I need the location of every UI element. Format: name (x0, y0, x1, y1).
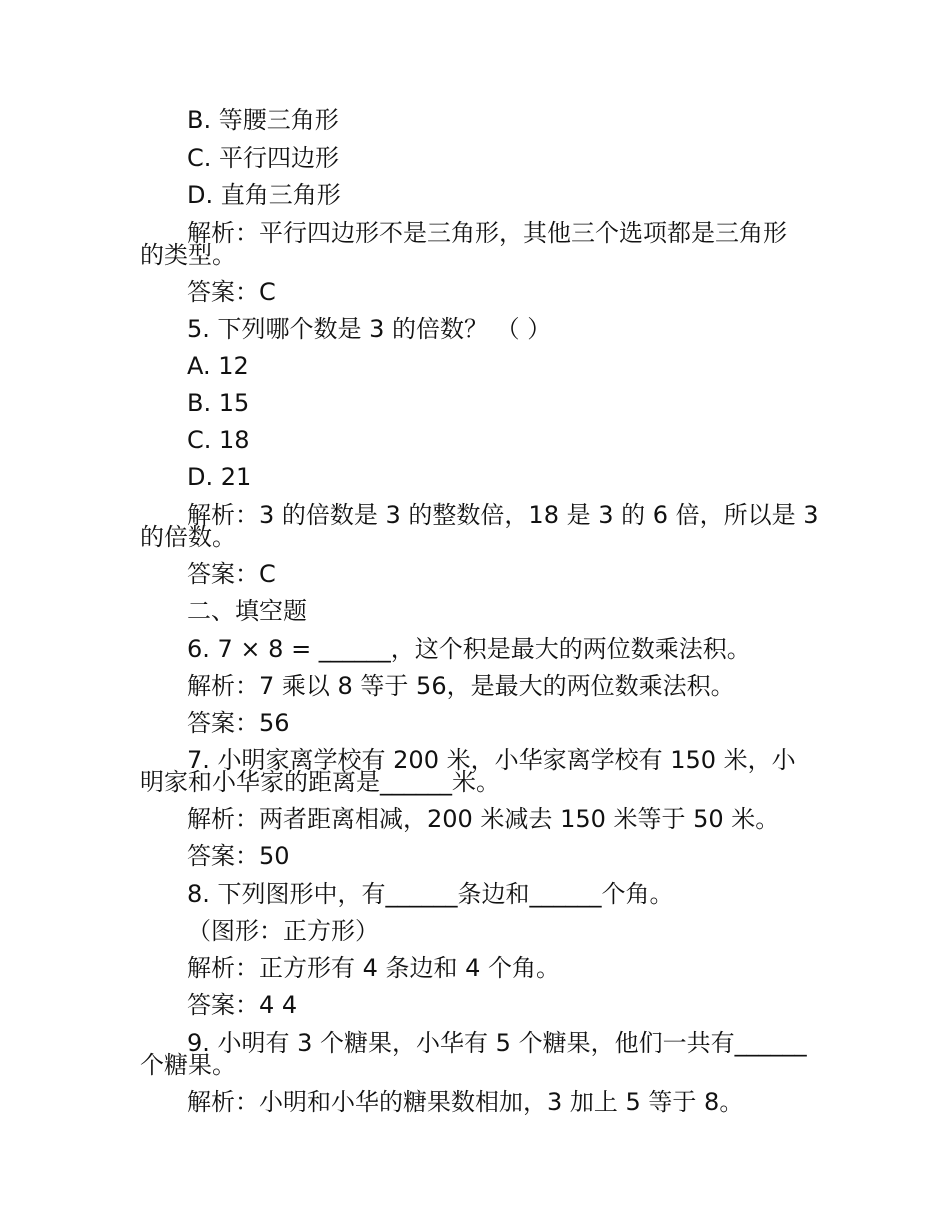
q7-explanation: 解析：两者距离相减，200 米减去 150 米等于 50 米。 (187, 805, 780, 833)
q7-question: 7. 小明家离学校有 200 米，小华家离学校有 150 米，小 (187, 746, 796, 774)
q6-answer: 答案：56 (187, 709, 290, 737)
q8-figure-note: （图形：正方形） (187, 917, 379, 945)
q5-answer: 答案：C (187, 560, 276, 588)
q9-explanation: 解析：小明和小华的糖果数相加，3 加上 5 等于 8。 (187, 1088, 744, 1116)
q9-question-cont: 个糖果。 (140, 1051, 236, 1079)
option-c-parallelogram: C. 平行四边形 (187, 144, 340, 172)
q5-question: 5. 下列哪个数是 3 的倍数？ （ ） (187, 315, 552, 343)
q6-explanation: 解析：7 乘以 8 等于 56，是最大的两位数乘法积。 (187, 672, 735, 700)
q8-question: 8. 下列图形中，有______条边和______个角。 (187, 880, 674, 908)
q4-answer: 答案：C (187, 278, 276, 306)
q5-explanation: 解析：3 的倍数是 3 的整数倍，18 是 3 的 6 倍，所以是 3 (187, 501, 819, 529)
q5-explanation-cont: 的倍数。 (140, 523, 236, 551)
q6-question: 6. 7 × 8 = ______，这个积是最大的两位数乘法积。 (187, 635, 751, 663)
q8-answer: 答案：4 4 (187, 991, 298, 1019)
q7-question-cont: 明家和小华家的距离是______米。 (140, 768, 500, 796)
q5-option-b: B. 15 (187, 389, 250, 417)
q7-answer: 答案：50 (187, 842, 290, 870)
q5-option-a: A. 12 (187, 352, 249, 380)
q9-question: 9. 小明有 3 个糖果，小华有 5 个糖果，他们一共有______ (187, 1029, 807, 1057)
q8-explanation: 解析：正方形有 4 条边和 4 个角。 (187, 954, 561, 982)
q4-explanation-cont: 的类型。 (140, 241, 236, 269)
section-heading-fill-blank: 二、填空题 (187, 597, 307, 625)
q4-explanation: 解析：平行四边形不是三角形，其他三个选项都是三角形 (187, 219, 787, 247)
option-d-right-triangle: D. 直角三角形 (187, 181, 341, 209)
option-b-isosceles: B. 等腰三角形 (187, 106, 339, 134)
q5-option-d: D. 21 (187, 463, 252, 491)
q5-option-c: C. 18 (187, 426, 250, 454)
